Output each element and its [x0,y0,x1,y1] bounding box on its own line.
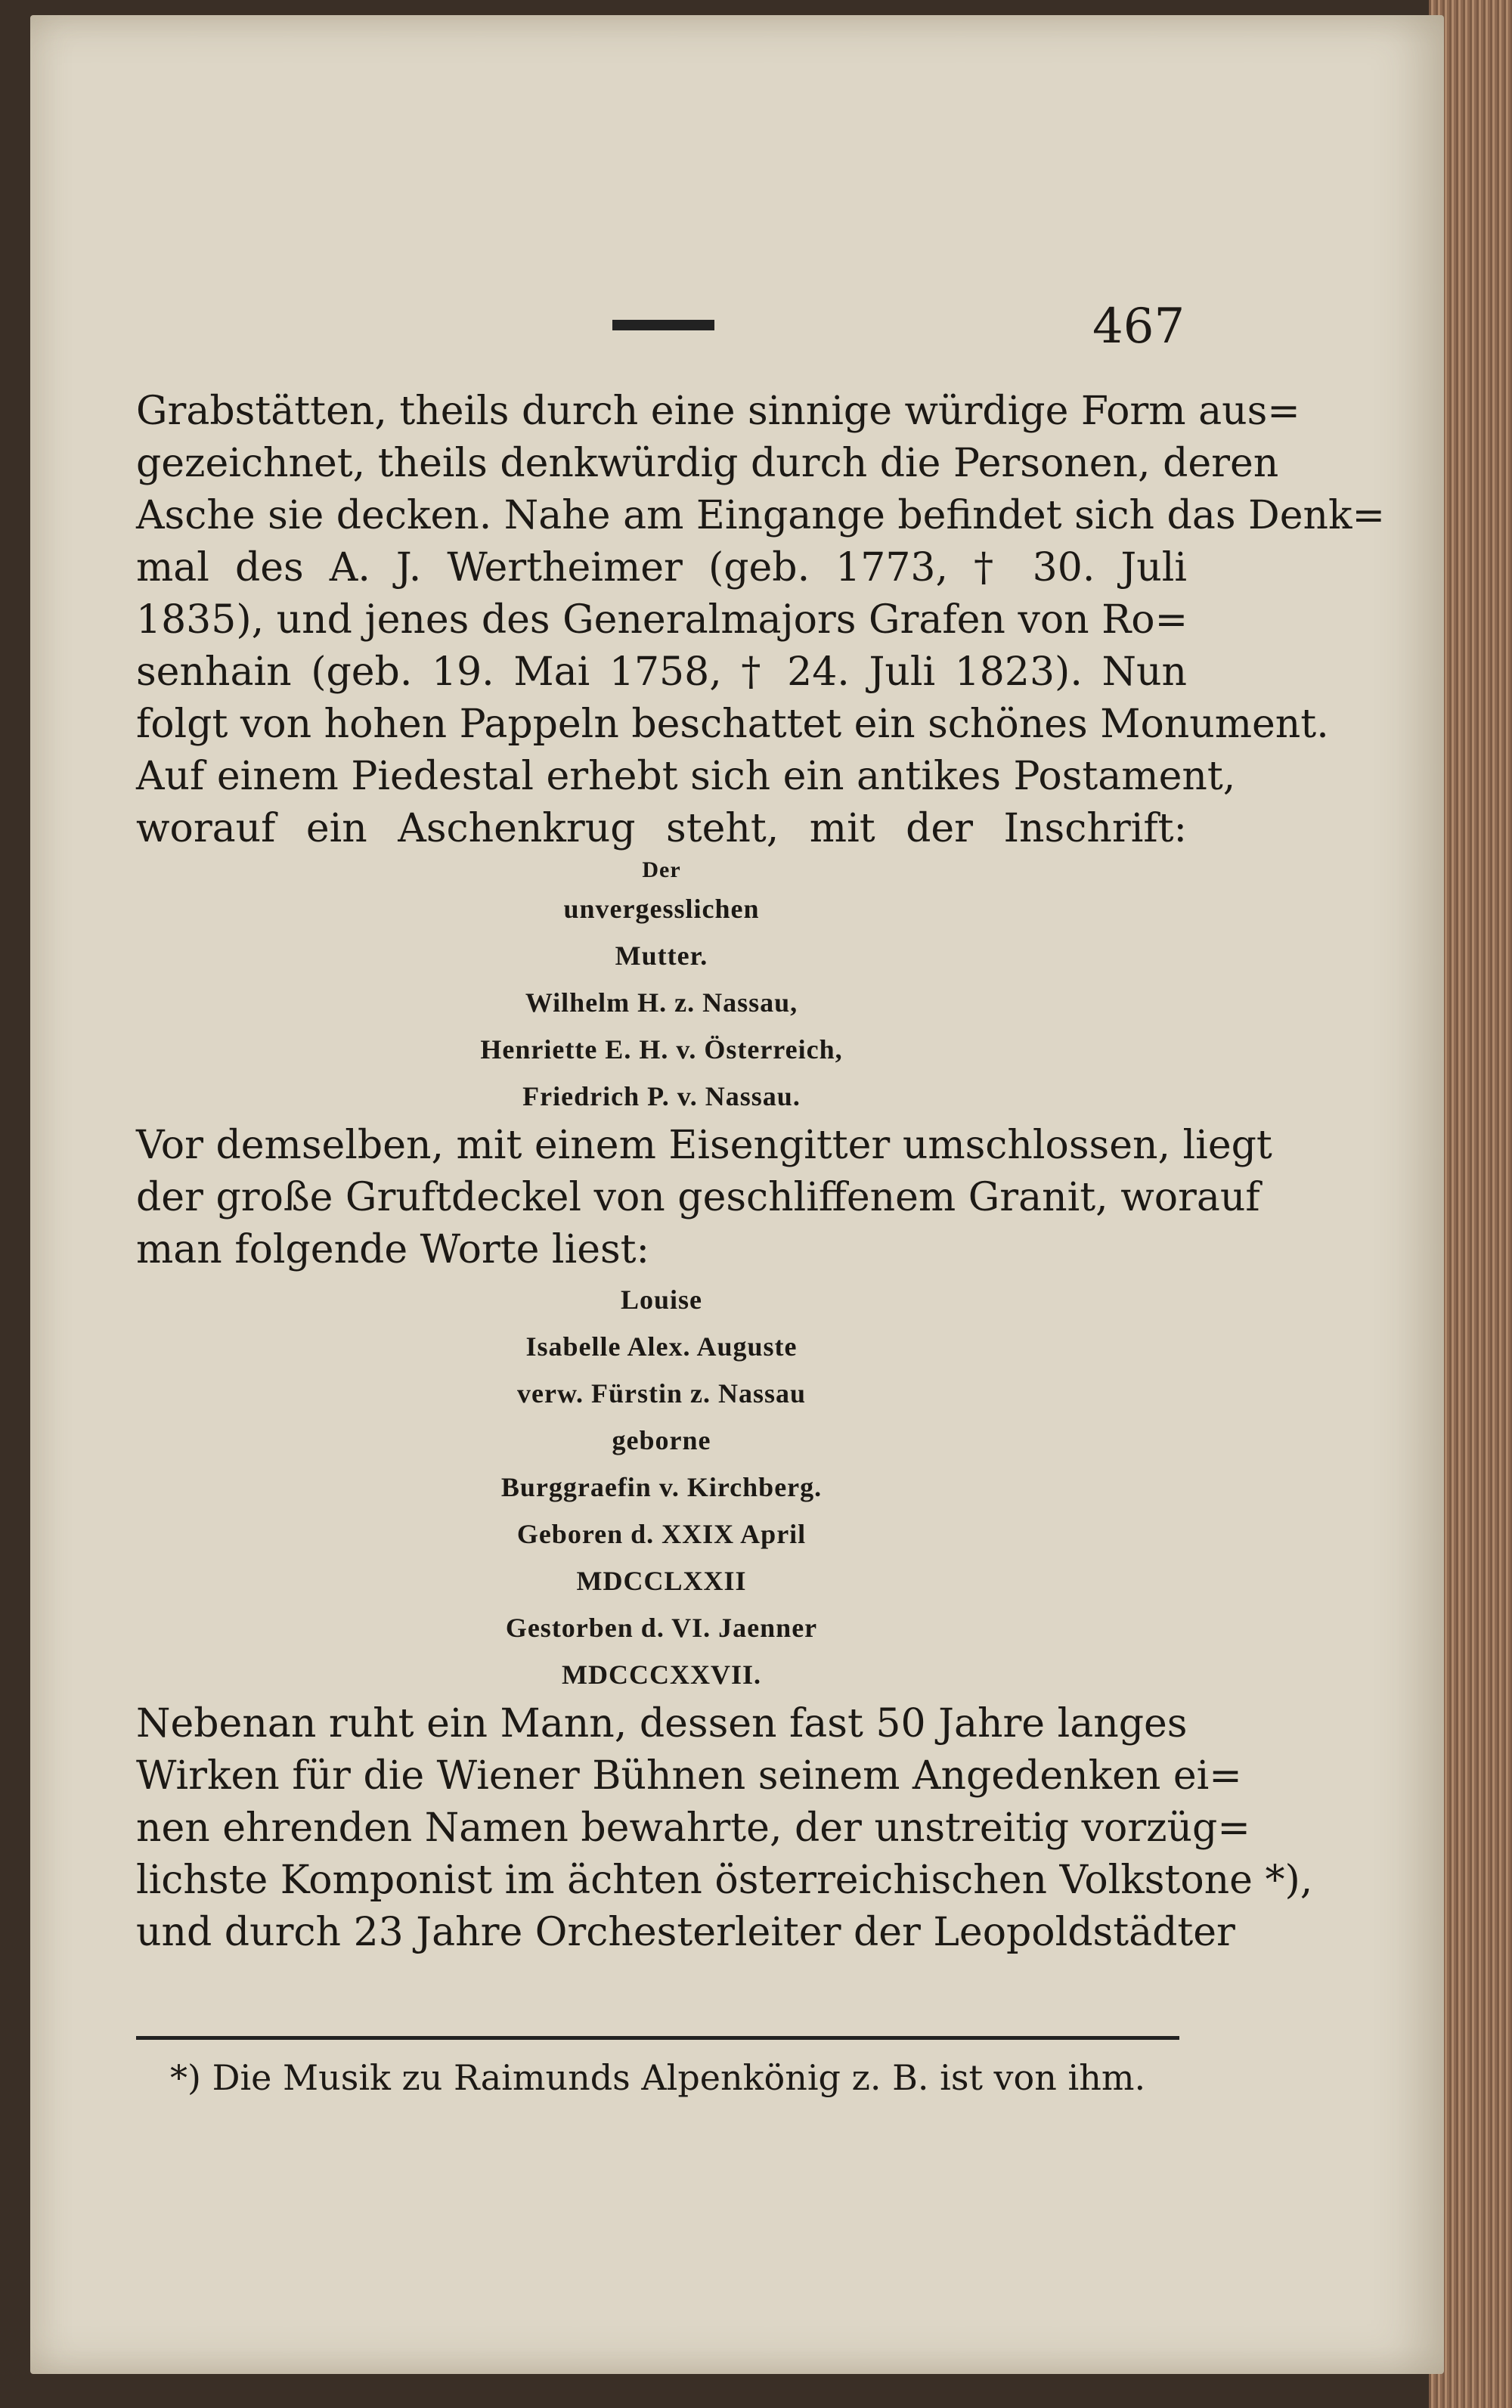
inscription-line: geborne [612,1425,711,1455]
footnote-rule [136,2036,1179,2040]
text-line: 1835), und jenes des Generalmajors Grafen von Ro= [136,597,1188,643]
inscription-line: Isabelle Alex. Auguste [525,1331,798,1362]
paragraph-1 [136,386,1386,855]
inscription-line: Geboren d. XXIX April [516,1519,807,1549]
inscription-2 [136,1276,1187,1698]
text-line: Nebenan ruht ein Mann, dessen fast 50 Jahre langes [136,1701,1188,1746]
inscription-1 [136,855,1187,1120]
inscription-line: Gestorben d. VI. Jaenner [505,1613,818,1643]
text-line: nen ehrenden Namen bewahrte, der unstreitig vorzüg= [136,1805,1250,1851]
header-rule [612,320,714,330]
inscription-line: Friedrich P. v. Nassau. [522,1081,801,1111]
text-line: der große Gruftdeckel von geschliffenem Granit, worauf [136,1175,1260,1220]
main-text [136,386,1386,1959]
footnote: *) Die Musik zu Raimunds Alpenkönig z. B. ist von ihm. [170,2057,1146,2098]
text-line: worauf ein Aschenkrug steht, mit der Inschrift: [136,806,1187,851]
page-number: 467 [1092,299,1185,355]
text-line: Vor demselben, mit einem Eisengitter umschlossen, liegt [136,1123,1272,1168]
text-line: Auf einem Piedestal erhebt sich ein antikes Postament, [136,754,1236,799]
inscription-line: Louise [620,1285,703,1315]
inscription-line: verw. Fürstin z. Nassau [517,1378,806,1409]
page-header [136,299,1194,374]
inscription-line: Der [642,857,681,882]
text-line: gezeichnet, theils denkwürdig durch die Personen, deren [136,441,1279,486]
inscription-line: MDCCLXXII [576,1566,747,1596]
inscription-line: unvergesslichen [563,894,760,924]
inscription-line: Burggraefin v. Kirchberg. [500,1472,823,1502]
inscription-line: MDCCCXXVII. [562,1660,761,1690]
text-line: folgt von hohen Pappeln beschattet ein schönes Monument. [136,702,1329,747]
text-line: Asche sie decken. Nahe am Eingange befindet sich das Denk= [136,493,1386,538]
text-line: Grabstätten, theils durch eine sinnige würdige Form aus= [136,389,1300,434]
text-line: senhain (geb. 19. Mai 1758, † 24. Juli 1823). Nun [136,649,1187,695]
text-line: mal des A. J. Wertheimer (geb. 1773, † 30. Juli [136,545,1187,590]
text-line: und durch 23 Jahre Orchesterleiter der Leopoldstädter [136,1910,1235,1955]
paragraph-3 [136,1698,1313,1959]
inscription-line: Henriette E. H. v. Österreich, [480,1034,843,1065]
text-line: Wirken für die Wiener Bühnen seinem Angedenken ei= [136,1753,1242,1799]
paragraph-2 [136,1120,1272,1276]
text-line: man folgende Worte liest: [136,1227,650,1272]
inscription-line: Wilhelm H. z. Nassau, [525,987,798,1018]
text-line: lichste Komponist im ächten österreichischen Volkstone *), [136,1858,1313,1903]
inscription-line: Mutter. [615,941,708,971]
